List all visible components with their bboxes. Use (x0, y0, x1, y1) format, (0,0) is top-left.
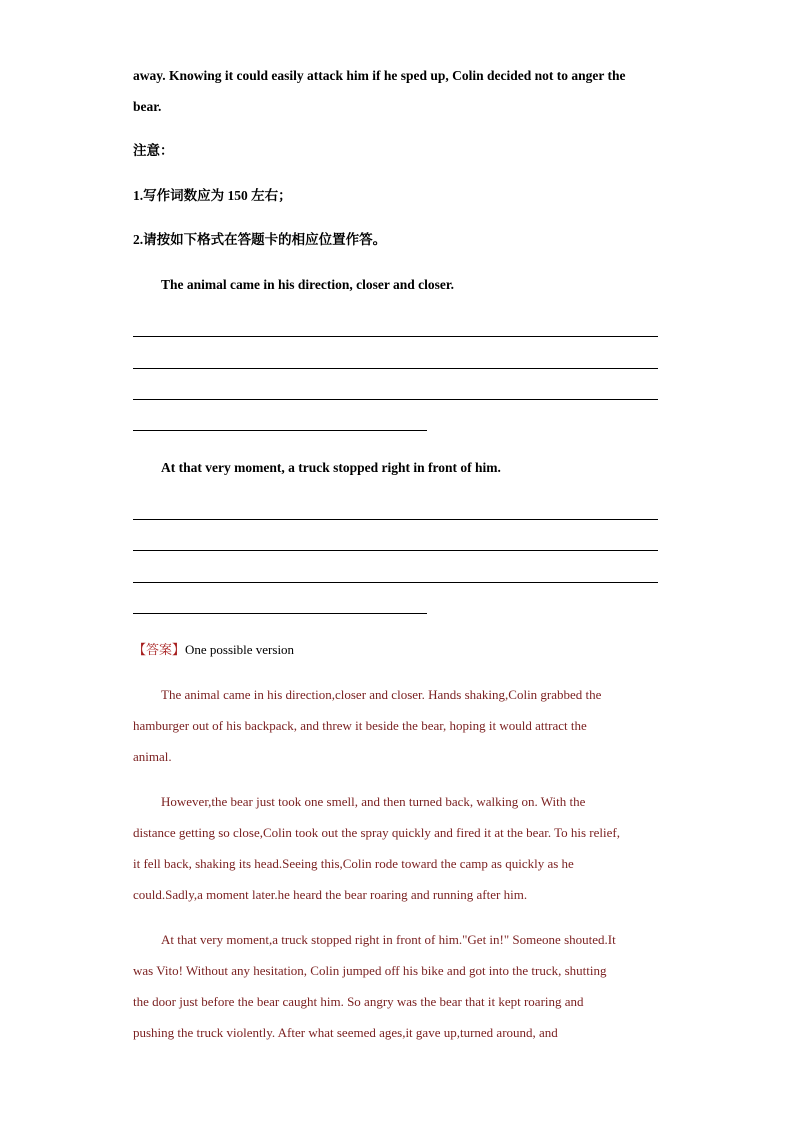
writing-line (133, 399, 658, 400)
writing-line (133, 550, 658, 551)
answer-para2-line: distance getting so close,Colin took out the spray quickly and fired it at the bear. To his relief, (133, 825, 620, 840)
answer-para2-line: it fell back, shaking its head.Seeing this,Colin rode toward the camp as quickly as he (133, 856, 574, 871)
answer-para3-line: At that very moment,a truck stopped right in front of him."Get in!" Someone shouted.It (161, 932, 616, 947)
writing-line (133, 336, 658, 337)
writing-line-short (133, 430, 427, 431)
answer-para3-line: was Vito! Without any hesitation, Colin jumped off his bike and got into the truck, shutting (133, 963, 607, 978)
answer-para1-line: The animal came in his direction,closer and closer. Hands shaking,Colin grabbed the (161, 687, 602, 702)
answer-para1-line: hamburger out of his backpack, and threw it beside the bear, hoping it would attract the (133, 718, 587, 733)
writing-line-short (133, 613, 427, 614)
note-label: 注意： (133, 143, 174, 158)
writing-line (133, 368, 658, 369)
paragraph-2-prompt: At that very moment, a truck stopped right in front of him. (161, 460, 501, 475)
note-item-1: 1.写作词数应为 150 左右； (133, 188, 292, 203)
answer-heading (133, 640, 294, 660)
answer-para2-line: However,the bear just took one smell, and then turned back, walking on. With the (161, 794, 586, 809)
answer-tag: 【答案】 (133, 642, 186, 657)
note-item-2: 2.请按如下格式在答题卡的相应位置作答。 (133, 232, 387, 247)
answer-para3-line: pushing the truck violently. After what seemed ages,it gave up,turned around, and (133, 1025, 558, 1040)
writing-line (133, 582, 658, 583)
writing-line (133, 519, 658, 520)
answer-para3-line: the door just before the bear caught him. So angry was the bear that it kept roaring and (133, 994, 584, 1009)
answer-para1-line: animal. (133, 749, 172, 764)
intro-line-2: bear. (133, 99, 162, 114)
answer-para2-line: could.Sadly,a moment later.he heard the bear roaring and running after him. (133, 887, 528, 902)
answer-subtitle: One possible version (185, 642, 295, 657)
paragraph-1-prompt: The animal came in his direction, closer and closer. (161, 277, 454, 292)
intro-line-1: away. Knowing it could easily attack him if he sped up, Colin decided not to anger the (133, 68, 626, 83)
